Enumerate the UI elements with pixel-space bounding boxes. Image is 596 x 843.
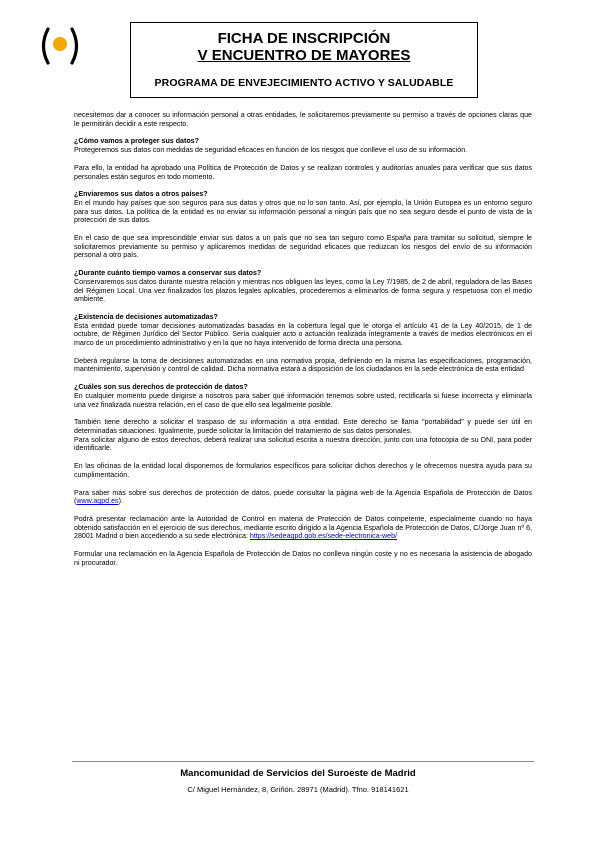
- paragraph: En las oficinas de la entidad local disponemos de formularios específicos para solicitar dichos derechos y le ofrecemos nuestra ayuda para su cumplimentación.: [74, 462, 532, 479]
- section-heading: ¿Cuáles son sus derechos de protección de datos?: [74, 383, 248, 392]
- paragraph: En cualquier momento puede dirigirse a nosotros para saber qué información tenemos sobre usted, rectificarla si fuese incorrecta y eliminarla una vez finalizada nuestra relación, en el caso de que ello sea legalmente posible.: [74, 391, 532, 409]
- paragraph: También tiene derecho a solicitar el traspaso de su información a otra entidad. Este derecho se llama "portabilidad" y puede ser útil en determinadas situaciones. Igualmente, puede solicitar la limitación del tratamiento de sus datos personales.: [74, 418, 532, 435]
- paragraph: Esta entidad puede tomar decisiones automatizadas basadas en la cobertura legal que le otorga el artículo 41 de la Ley 40/2015, de 1 de octubre, de Régimen Jurídico del Sector Público. Sería cualquier acto o actuación realizada íntegramente a través de medios electrónicos en el marco de un procedimiento administrativo y en la que no haya intervenido de forma directa una persona.: [74, 321, 532, 348]
- agpd-link[interactable]: www.agpd.es: [76, 497, 119, 506]
- section-heading: ¿Enviaremos sus datos a otros países?: [74, 190, 208, 199]
- text-span: Podrá presentar reclamación ante la Autoridad de Control en materia de Protección de Datos competente, especialmente cuando no haya obtenido satisfacción en el ejercicio de sus derechos, mediante escrito dirigido a la Agencia Española de Protección de Datos, C/Jorge Juan nº 6, 28001 Madrid o bien accediendo a su sede electrónica:: [74, 514, 532, 541]
- footer-organization: Mancomunidad de Servicios del Suroeste de Madrid: [180, 768, 416, 779]
- section-heading: ¿Cómo vamos a proteger sus datos?: [74, 137, 199, 146]
- sede-electronica-link[interactable]: https://sedeagpd.gob.es/sede-electronica-web/: [249, 532, 397, 541]
- paragraph: Conservaremos sus datos durante nuestra relación y mientras nos obliguen las leyes, como la Ley 7/1985, de 2 de abril, reguladora de las Bases del Régimen Local. Una vez finalizados los plazos legales aplicables, procederemos a eliminarlos de forma segura y respetuosa con el medio ambiente.: [74, 277, 532, 304]
- logo-icon: [38, 26, 82, 66]
- form-title: FICHA DE INSCRIPCIÓN: [217, 30, 391, 47]
- privacy-text: [74, 111, 532, 576]
- text-span: ).: [118, 497, 123, 506]
- paragraph: [74, 515, 532, 541]
- paragraph: En el mundo hay países que son seguros para sus datos y otros que no lo son tanto. Así, por ejemplo, la Unión Europea es un entorno seguro para sus datos. La política de la entidad es no enviar su información personal a ningún país que no sea seguro desde el punto de vista de la protección de sus datos.: [74, 198, 532, 225]
- section-heading: ¿Existencia de decisiones automatizadas?: [74, 312, 218, 321]
- paragraph: Para solicitar alguno de estos derechos, deberá realizar una solicitud escrita a nuestra dirección, junto con una fotocopia de su DNI, para poder identificarle.: [74, 435, 532, 453]
- paragraph: Protegeremos sus datos con medidas de seguridad eficaces en función de los riesgos que conlleve el uso de su información.: [74, 146, 468, 155]
- section-heading: ¿Durante cuánto tiempo vamos a conservar sus datos?: [74, 269, 262, 278]
- text-span: Para saber más sobre sus derechos de protección de datos, puede consultar la página web de la Agencia Española de Protección de Datos (: [74, 488, 532, 506]
- program-title: PROGRAMA DE ENVEJECIMIENTO ACTIVO Y SALUDABLE: [154, 77, 454, 89]
- footer-address: C/ Miguel Hernández, 8, Griñón. 28971 (Madrid). Tfno. 918141621: [187, 785, 409, 794]
- paragraph: necesitemos dar a conocer su información personal a otras entidades, le solicitaremos previamente su permiso a través de opciones claras que le permitirán decidir a este respecto.: [74, 111, 532, 128]
- paragraph: [74, 489, 532, 506]
- footer-divider: [72, 761, 534, 762]
- paragraph: Formular una reclamación en la Agencia Española de Protección de Datos no conlleva ningún coste y no es necesaria la asistencia de abogado ni procurador.: [74, 550, 532, 567]
- paragraph: Deberá regularse la toma de decisiones automatizadas en una normativa propia, definiendo en la misma las especificaciones, programación, mantenimiento, supervisión y control de calidad. Dicha normativa estará a disposición de los ciudadanos en la sede electrónica de esta entidad: [74, 356, 532, 374]
- event-title: V ENCUENTRO DE MAYORES: [197, 47, 411, 64]
- paragraph: Para ello, la entidad ha aprobado una Política de Protección de Datos y se realizan controles y auditorías anuales para verificar que sus datos personales están seguros en todo momento.: [74, 163, 532, 181]
- paragraph: En el caso de que sea imprescindible enviar sus datos a un país que no sea tan seguro como España para tramitar su solicitud, siempre le solicitaremos previamente su permiso y aplicaremos medidas de seguridad eficaces que reduzcan los riesgos del envío de su información personal a otro país.: [74, 234, 532, 260]
- title-box: [130, 22, 478, 98]
